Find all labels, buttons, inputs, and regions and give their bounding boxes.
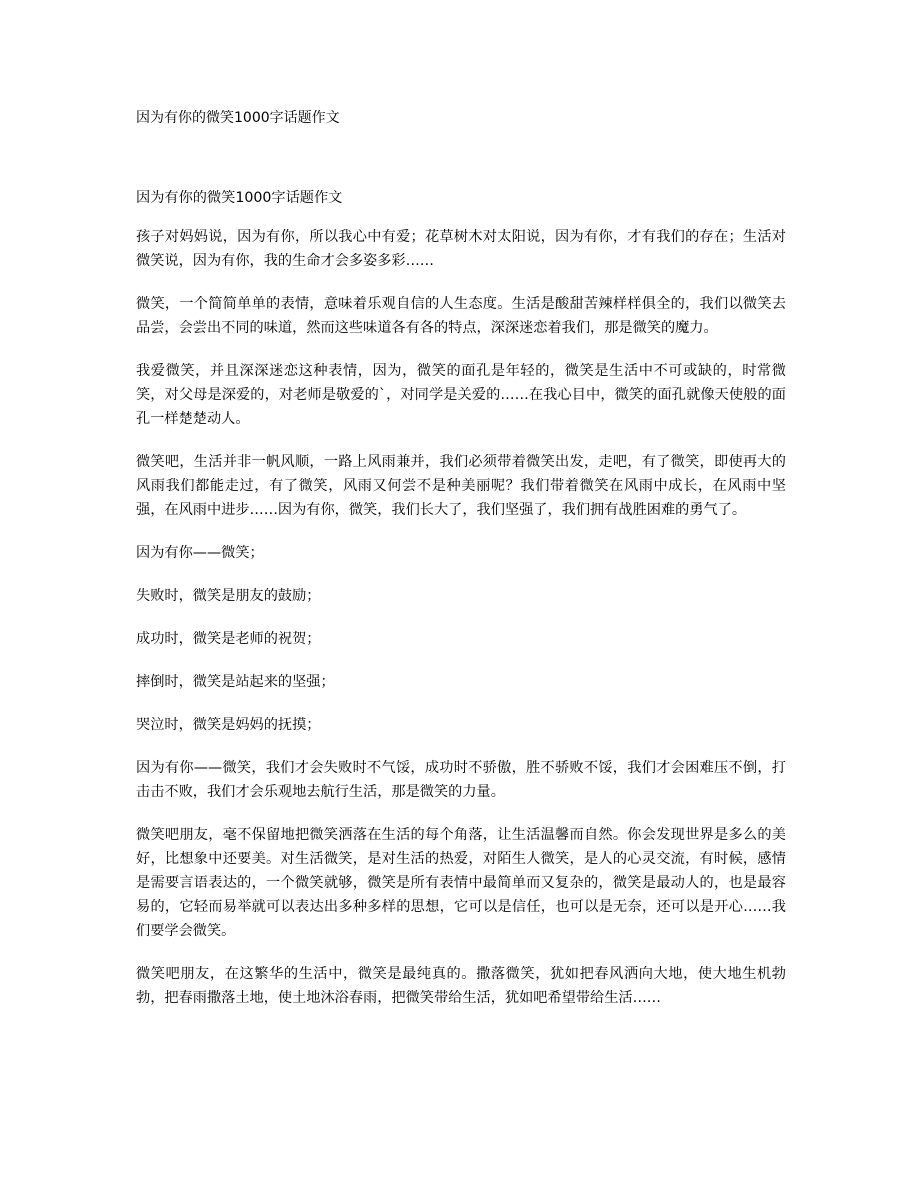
paragraph-7: 成功时，微笑是老师的祝贺； [136,631,321,647]
article-heading: 因为有你的微笑1000字话题作文 [136,190,343,206]
document-title: 因为有你的微笑1000字话题作文 [136,110,340,126]
paragraph-11: 微笑吧朋友，毫不保留地把微笑洒落在生活的每个角落，让生活温馨而自然。你会发现世界是多么的美好，比想象中还要美。对生活微笑，是对生活的热爱，对陌生人微笑，是人的心灵交流，有时候，感情是需要言语表达的，一个微笑就够，微笑是所有表情中最简单而又复杂的，微笑是最动人的，也是最容易的，它轻而易举就可以表达出多种多样的思想，它可以是信任，也可以是无奈，还可以是开心……我们要学会微笑。 [136,827,786,939]
paragraph-9: 哭泣时，微笑是妈妈的抚摸； [136,717,321,733]
paragraph-5: 因为有你——微笑； [136,545,264,561]
paragraph-4: 微笑吧，生活并非一帆风顺，一路上风雨兼并，我们必须带着微笑出发，走吧，有了微笑，即使再大的风雨我们都能走过，有了微笑，风雨又何尝不是种美丽呢？我们带着微笑在风雨中成长，在风雨中坚强，在风雨中进步……因为有你，微笑，我们长大了，我们坚强了，我们拥有战胜困难的勇气了。 [136,454,786,518]
paragraph-2: 微笑，一个简简单单的表情，意味着乐观自信的人生态度。生活是酸甜苦辣样样俱全的，我们以微笑去品尝，会尝出不同的味道，然而这些味道各有各的特点，深深迷恋着我们，那是微笑的魔力。 [136,296,786,336]
article-body [136,186,786,1029]
paragraph-8: 摔倒时，微笑是站起来的坚强； [136,674,335,690]
paragraph-1: 孩子对妈妈说，因为有你，所以我心中有爱；花草树木对太阳说，因为有你，才有我们的存在；生活对微笑说，因为有你，我的生命才会多姿多彩…… [136,229,786,269]
paragraph-10: 因为有你——微笑，我们才会失败时不气馁，成功时不骄傲，胜不骄败不馁，我们才会困难压不倒，打击击不败，我们才会乐观地去航行生活，那是微笑的力量。 [136,760,786,800]
paragraph-6: 失败时，微笑是朋友的鼓励； [136,588,321,604]
paragraph-12: 微笑吧朋友，在这繁华的生活中，微笑是最纯真的。撒落微笑，犹如把春风洒向大地，使大地生机勃勃，把春雨撒落土地，使土地沐浴春雨，把微笑带给生活，犹如吧希望带给生活…… [136,966,786,1006]
paragraph-3: 我爱微笑，并且深深迷恋这种表情，因为，微笑的面孔是年轻的，微笑是生活中不可或缺的，时常微笑，对父母是深爱的，对老师是敬爱的`，对同学是关爱的……在我心目中，微笑的面孔就像天使般的面孔一样楚楚动人。 [136,363,786,427]
